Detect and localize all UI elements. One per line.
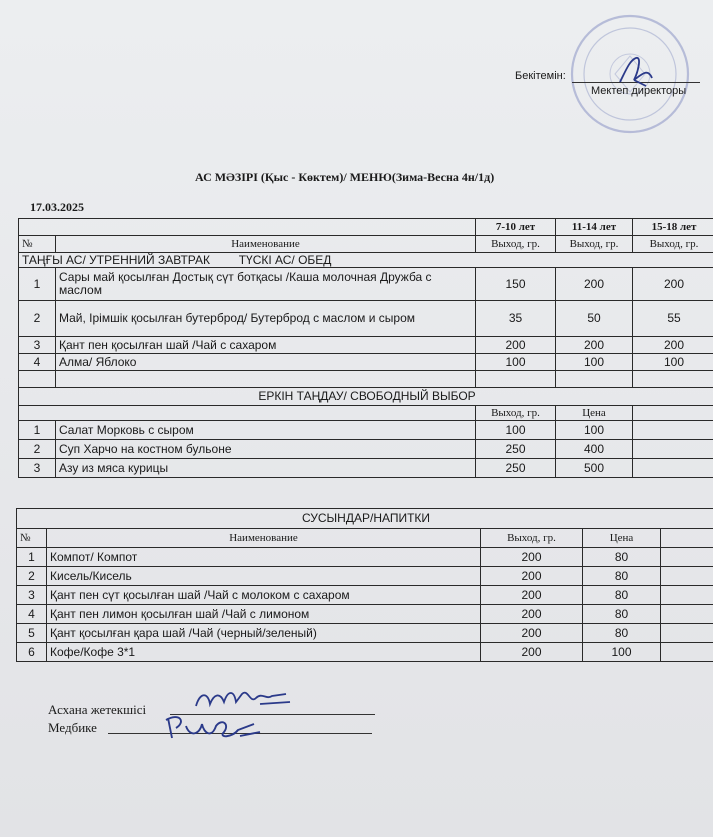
table-row: 3 Азу из мяса курицы 250 500 [19,459,713,478]
col-price-header: Цена [583,529,661,548]
dish-name: Сары май қосылған Достық сүт ботқасы /Каша молочная Дружба с маслом [56,268,476,301]
drinks-header-row [17,509,713,529]
meal-header-row [19,253,713,268]
nurse-signature [160,708,270,748]
drink-name: Қант пен сүт қосылған шай /Чай с молоком с сахаром [47,586,481,605]
drink-name: Кофе/Кофе 3*1 [47,643,481,662]
age-row [19,219,713,236]
col-price-header: Цена [556,406,633,421]
table-row: 1 Салат Морковь с сыром 100 100 [19,421,713,440]
director-role: Мектеп директоры [591,85,687,97]
table-row: 3 Қант пен қосылған шай /Чай с сахаром 200 200 200 [19,337,713,354]
dish-name: Салат Морковь с сыром [56,421,476,440]
lunch-header: ТҮСКІ АС/ ОБЕД [238,252,332,267]
age-group-header: 11-14 лет [556,219,633,236]
table-row: 4 Алма/ Яблоко 100 100 100 [19,354,713,371]
age-group-header: 15-18 лет [633,219,713,236]
drink-name: Компот/ Компот [47,548,481,567]
drink-name: Қант пен лимон қосылған шай /Чай с лимоном [47,605,481,624]
dish-name: Суп Харчо на костном бульоне [56,440,476,459]
approval-label: Бекітемін: [515,70,566,82]
table-row: 1 Сары май қосылған Достық сүт ботқасы /Каша молочная Дружба с маслом 150 200 200 [19,268,713,301]
table-row: 5 Қант қосылған қара шай /Чай (черный/зеленый) 200 80 [17,624,713,643]
dish-name: Алма/ Яблоко [56,354,476,371]
col-number-header: № [17,529,47,548]
col-output-header: Выход, гр. [481,529,583,548]
free-choice-column-row [19,406,713,421]
free-choice-header-row [19,388,713,406]
empty-row [19,371,713,388]
table-row: 6 Кофе/Кофе 3*1 200 100 [17,643,713,662]
col-output-header: Выход, гр. [476,236,556,253]
drinks-header: СУСЫНДАР/НАПИТКИ [17,509,713,529]
page-title: АС МӘЗІРІ (Қыс - Көктем)/ МЕНЮ(Зима-Весна 4н/1д) [195,170,495,184]
menu-date: 17.03.2025 [30,200,84,214]
drinks-table [16,508,713,662]
menu-table [18,218,713,478]
breakfast-header: ТАҢҒЫ АС/ УТРЕННИЙ ЗАВТРАК [22,252,210,267]
free-choice-header: ЕРКІН ТАҢДАУ/ СВОБОДНЫЙ ВЫБОР [19,388,713,406]
col-output-header: Выход, гр. [476,406,556,421]
column-header-row [17,529,713,548]
dish-name: Азу из мяса курицы [56,459,476,478]
col-output-header: Выход, гр. [556,236,633,253]
col-name-header: Наименование [56,236,476,253]
drink-name: Қант қосылған қара шай /Чай (черный/зеленый) [47,624,481,643]
column-header-row [19,236,713,253]
age-group-header: 7-10 лет [476,219,556,236]
nurse-label: Медбике [48,720,97,735]
col-number-header: № [19,236,56,253]
table-row: 3 Қант пен сүт қосылған шай /Чай с молоком с сахаром 200 80 [17,586,713,605]
director-signature [612,50,660,90]
cook-label: Асхана жетекшісі [48,702,147,717]
table-row: 2 Май, Ірімшік қосылған бутерброд/ Бутерброд с маслом и сыром 35 50 55 [19,301,713,337]
table-row: 2 Суп Харчо на костном бульоне 250 400 [19,440,713,459]
dish-name: Қант пен қосылған шай /Чай с сахаром [56,337,476,354]
table-row: 2 Кисель/Кисель 200 80 [17,567,713,586]
table-row: 4 Қант пен лимон қосылған шай /Чай с лимоном 200 80 [17,605,713,624]
drink-name: Кисель/Кисель [47,567,481,586]
dish-name: Май, Ірімшік қосылған бутерброд/ Бутерброд с маслом и сыром [56,301,476,337]
col-name-header: Наименование [47,529,481,548]
col-output-header: Выход, гр. [633,236,713,253]
table-row: 1 Компот/ Компот 200 80 [17,548,713,567]
